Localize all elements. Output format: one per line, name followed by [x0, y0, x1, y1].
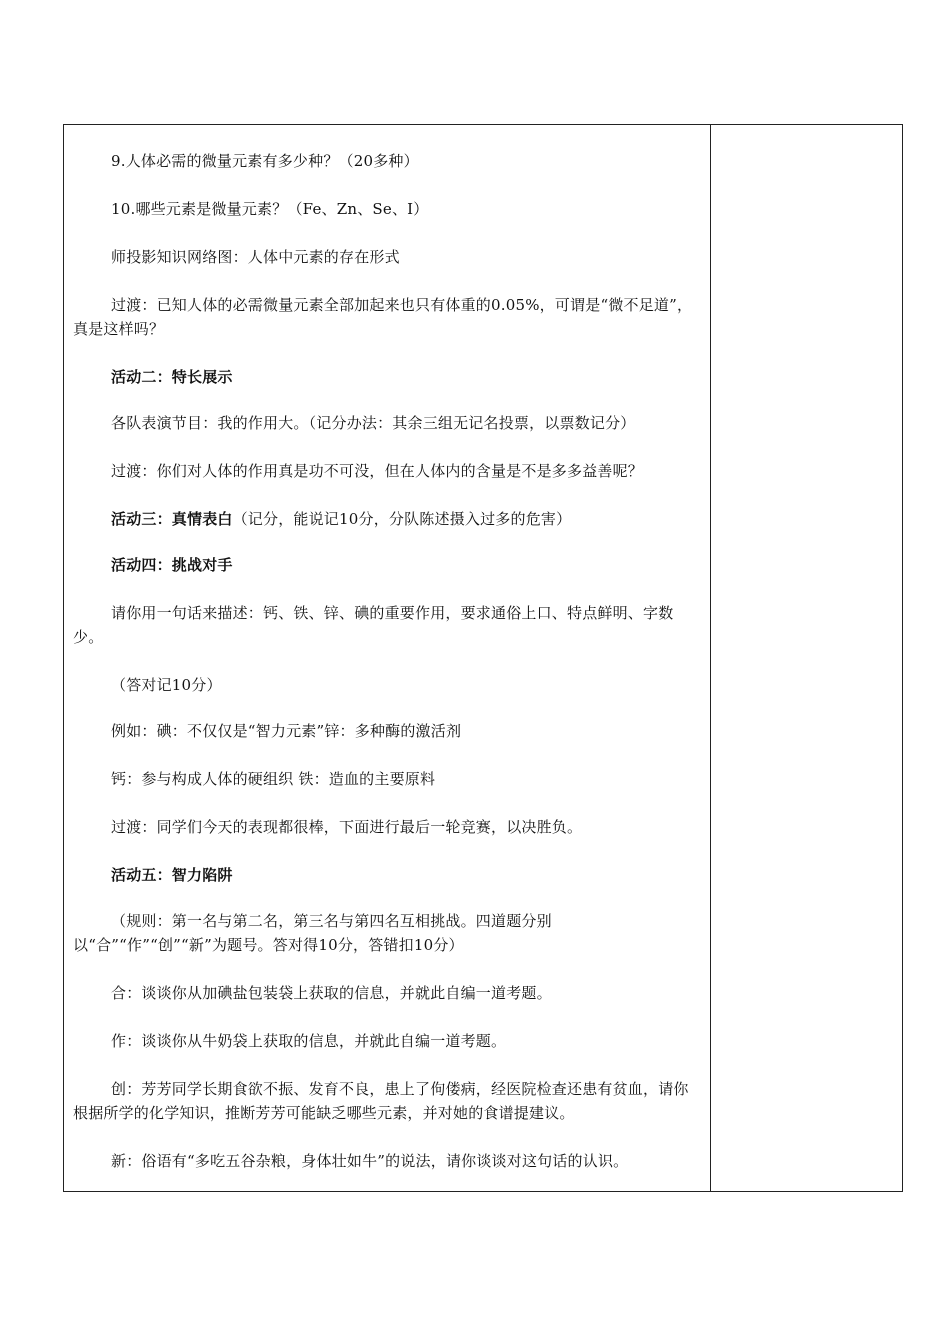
question-10: 10.哪些元素是微量元素？（Fe、Zn、Se、I）	[111, 200, 429, 218]
example-line-2: 钙：参与构成人体的硬组织 铁：造血的主要原料	[111, 770, 436, 788]
activity-4-text: 请你用一句话来描述：钙、铁、锌、碘的重要作用，要求通俗上口、特点鲜明、字数少。	[73, 604, 674, 646]
question-he: 合：谈谈你从加碘盐包装袋上获取的信息，并就此自编一道考题。	[111, 984, 552, 1002]
activity-5-heading: 活动五：智力陷阱	[111, 866, 233, 884]
question-9: 9.人体必需的微量元素有多少种？（20多种）	[111, 152, 419, 170]
activity-2-heading: 活动二：特长展示	[111, 368, 233, 386]
transition-3: 过渡：同学们今天的表现都很棒，下面进行最后一轮竞赛，以决胜负。	[111, 818, 583, 836]
question-xin: 新：俗语有“多吃五谷杂粮，身体壮如牛”的说法，请你谈谈对这句话的认识。	[111, 1152, 629, 1170]
activity-2-text: 各队表演节目：我的作用大。（记分办法：其余三组无记名投票，以票数记分）	[111, 414, 636, 432]
question-zuo: 作：谈谈你从牛奶袋上获取的信息，并就此自编一道考题。	[111, 1032, 507, 1050]
knowledge-network-note: 师投影知识网络图：人体中元素的存在形式	[111, 248, 400, 266]
activity-3-line	[73, 507, 703, 531]
example-line-1: 例如：碘：不仅仅是“智力元素”锌：多种酶的激活剂	[111, 722, 462, 740]
activity-4-score: （答对记10分）	[111, 676, 222, 694]
transition-1: 过渡：已知人体的必需微量元素全部加起来也只有体重的0.05%，可谓是“微不足道”，真是这样吗？	[73, 296, 693, 338]
activity-3-text: （记分，能说记10分，分队陈述摄入过多的危害）	[232, 510, 572, 528]
activity-3-heading: 活动三：真情表白	[111, 510, 233, 528]
activity-4-heading: 活动四：挑战对手	[111, 556, 233, 574]
transition-2: 过渡：你们对人体的作用真是功不可没，但在人体内的含量是不是多多益善呢？	[111, 462, 644, 480]
lesson-content-cell	[64, 125, 711, 1191]
notes-cell	[711, 125, 902, 1191]
question-chuang: 创：芳芳同学长期食欲不振、发育不良，患上了佝偻病，经医院检查还患有贫血，请你根据所学的化学知识，推断芳芳可能缺乏哪些元素，并对她的食谱提建议。	[73, 1080, 689, 1122]
lesson-table	[63, 124, 903, 1192]
activity-5-rules: （规则：第一名与第二名，第三名与第四名互相挑战。四道题分别以“合”“作”“创”“新”为题号。答对得10分，答错扣10分）	[73, 912, 552, 954]
